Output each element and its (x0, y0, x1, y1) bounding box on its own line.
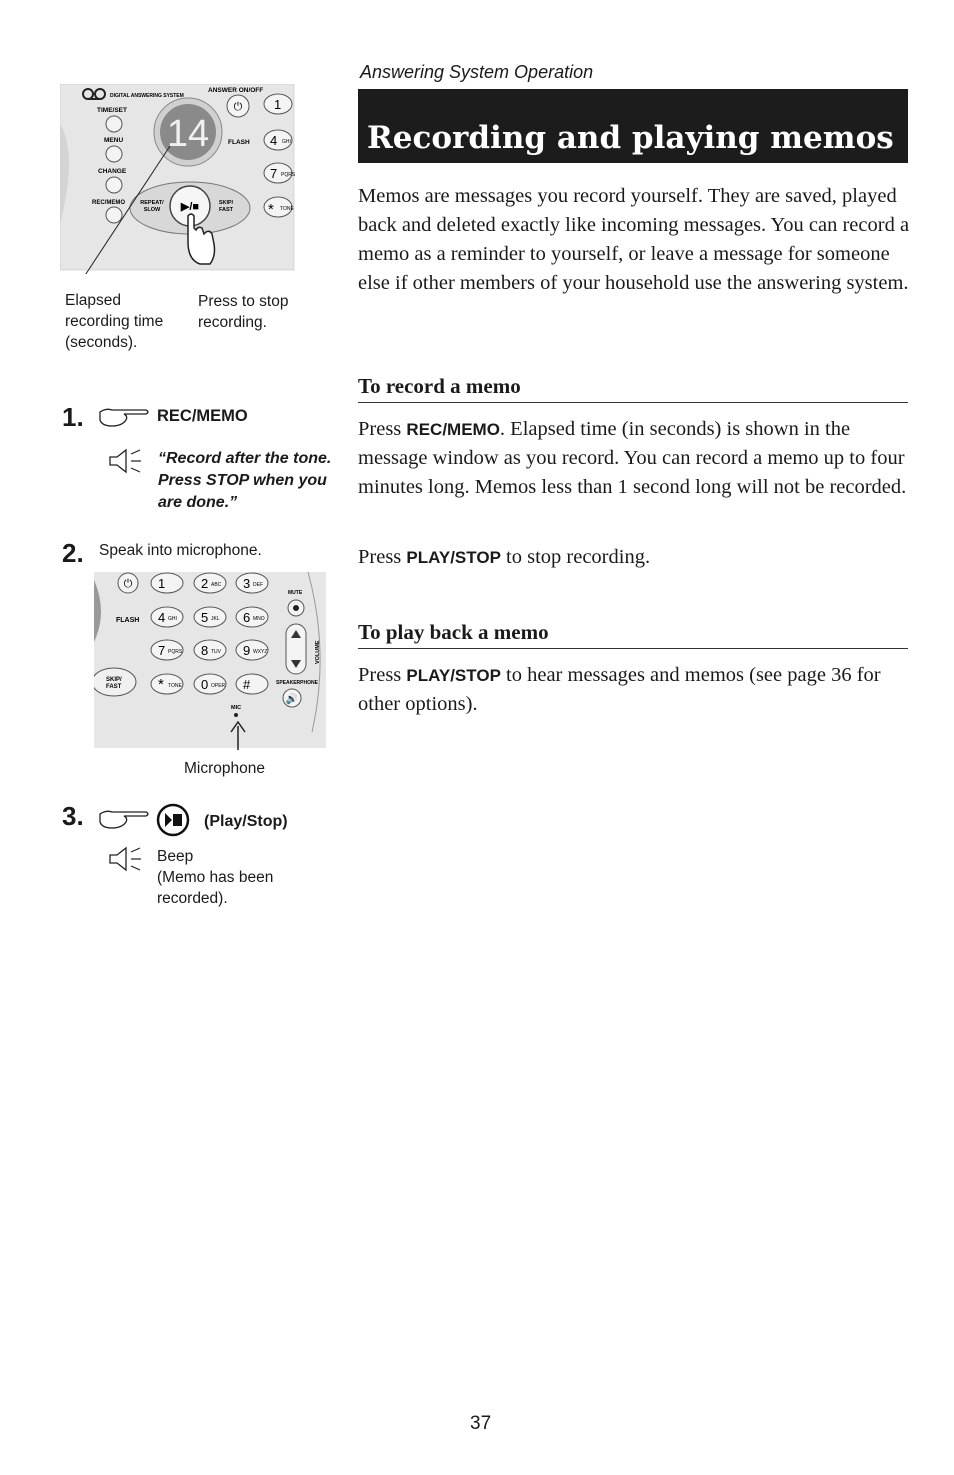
svg-text:REC/MEMO: REC/MEMO (92, 200, 125, 206)
step-2-label: Speak into microphone. (99, 542, 262, 559)
svg-text:FAST: FAST (218, 207, 234, 213)
keypad-key-letters: JKL (211, 616, 220, 622)
keypad-key-letters: OPER (211, 683, 226, 689)
svg-text:🔊: 🔊 (285, 694, 299, 705)
svg-text:MUTE: MUTE (288, 590, 303, 596)
keypad-key-number: 4 (158, 610, 166, 625)
step-3-label: (Play/Stop) (204, 813, 288, 830)
mic-dot (234, 713, 238, 717)
keypad-key-number: 8 (201, 643, 209, 658)
page-title: Recording and playing memos (367, 120, 894, 156)
keypad-key-number: # (243, 677, 251, 692)
answering-panel-figure (60, 84, 300, 274)
svg-text:▶/■: ▶/■ (180, 201, 200, 213)
keypad-key-letters: MNO (253, 616, 265, 622)
keypad-key-letters: WXYZ (253, 649, 268, 655)
play-stop-key-2: PLAY/STOP (406, 666, 501, 685)
elapsed-caption: Elapsed recording time (seconds). (65, 292, 164, 351)
keypad-key-number: 6 (243, 610, 251, 625)
step-3-number: 3. (62, 801, 84, 831)
svg-text:SKIP/: SKIP/ (218, 200, 234, 206)
record-paragraph: Press REC/MEMO. Elapsed time (in seconds) is shown in the message window as you record. You can record a memo up to four minutes long. Memos less than 1 second long will not be recorded. (358, 418, 907, 498)
svg-text:7: 7 (270, 166, 278, 181)
svg-text:4: 4 (270, 133, 278, 148)
keypad-figure (94, 572, 328, 750)
keypad-key (236, 573, 268, 593)
keypad-key (194, 607, 226, 627)
keypad-key-number: 2 (201, 576, 209, 591)
answer-on-off-label: ANSWER ON/OFF (208, 87, 264, 94)
logo-text: DIGITAL ANSWERING SYSTEM (110, 93, 184, 99)
keypad-key-letters: GHI (168, 616, 177, 622)
svg-text:MENU: MENU (104, 137, 124, 144)
keypad-key (236, 640, 268, 660)
step-3-prompt: Beep (Memo has been recorded). (157, 848, 274, 907)
stop-caption: Press to stop recording. (198, 293, 289, 331)
keypad-key (194, 640, 226, 660)
change-button (106, 177, 122, 193)
svg-text:SPEAKERPHONE: SPEAKERPHONE (276, 680, 318, 686)
keypad-key (236, 607, 268, 627)
svg-text:⏻: ⏻ (233, 101, 243, 113)
press-finger-icon (98, 404, 152, 430)
svg-text:MIC: MIC (231, 705, 242, 711)
svg-text:CHANGE: CHANGE (98, 168, 127, 175)
play-stop-icon (156, 803, 190, 837)
keypad-key (151, 640, 183, 660)
play-stop-key: PLAY/STOP (406, 548, 501, 567)
keypad-key-letters: DEF (253, 582, 263, 588)
keypad-key-letters: PQRS (168, 649, 183, 655)
microphone-caption: Microphone (184, 760, 265, 777)
svg-text:TONE: TONE (280, 206, 294, 212)
press-finger-icon-2 (98, 806, 152, 832)
step-1-label: REC/MEMO (157, 407, 248, 425)
keypad-key (194, 573, 226, 593)
keypad-key (151, 573, 183, 593)
step-2-number: 2. (62, 538, 84, 568)
svg-text:VOLUME: VOLUME (315, 640, 321, 664)
rec-memo-key: REC/MEMO (406, 420, 500, 439)
section-title: Answering System Operation (360, 62, 594, 82)
keypad-key (236, 674, 268, 694)
svg-text:TIME/SET: TIME/SET (97, 107, 127, 114)
keypad-key-number: 0 (201, 677, 209, 692)
menu-button (106, 146, 122, 162)
keypad-key (194, 674, 226, 694)
svg-text:SKIP/: SKIP/ (106, 677, 122, 683)
speaker-icon-2 (108, 846, 144, 872)
svg-text:FLASH: FLASH (116, 617, 140, 624)
svg-text:⏻: ⏻ (123, 578, 133, 590)
keypad-key (151, 607, 183, 627)
keypad-key-number: 9 (243, 643, 251, 658)
keypad-key-number: 5 (201, 610, 209, 625)
svg-text:REPEAT/: REPEAT/ (140, 200, 164, 206)
svg-text:FAST: FAST (106, 684, 122, 690)
svg-text:*: * (268, 201, 274, 218)
keypad-key-letters: ABC (211, 582, 222, 588)
rec-memo-button (106, 207, 122, 223)
keypad-key-letters: TUV (211, 649, 221, 655)
keypad-key-number: * (158, 676, 164, 693)
keypad-key-letters: TONE (168, 683, 182, 689)
speaker-icon (108, 448, 144, 474)
keypad-key (151, 674, 183, 694)
playback-paragraph: Press PLAY/STOP to hear messages and memos (see page 36 for other options). (358, 664, 881, 715)
keypad-key-number: 7 (158, 643, 166, 658)
svg-text:GHI: GHI (282, 139, 291, 145)
svg-text:FLASH: FLASH (228, 139, 250, 146)
page-number: 37 (470, 1413, 492, 1434)
intro-paragraph: Memos are messages you record yourself. They are saved, played back and deleted exactly like incoming messages. You can record a memo as a reminder to yourself, or leave a message for someone else if other members of your household use the answering system. (358, 185, 910, 294)
keypad-key-number: 3 (243, 576, 251, 591)
svg-text:SLOW: SLOW (143, 207, 161, 213)
time-set-button (106, 116, 122, 132)
step-1-number: 1. (62, 402, 84, 432)
step-1-prompt: “Record after the tone. Press STOP when you are done.” (158, 450, 332, 511)
svg-text:1: 1 (274, 97, 282, 112)
elapsed-time-display: 14 (166, 113, 210, 155)
stop-paragraph: Press PLAY/STOP to stop recording. (358, 546, 651, 568)
record-heading: To record a memo (358, 374, 908, 403)
svg-text:PQRS: PQRS (281, 172, 296, 178)
playback-heading: To play back a memo (358, 620, 908, 649)
keypad-key-number: 1 (158, 576, 166, 591)
